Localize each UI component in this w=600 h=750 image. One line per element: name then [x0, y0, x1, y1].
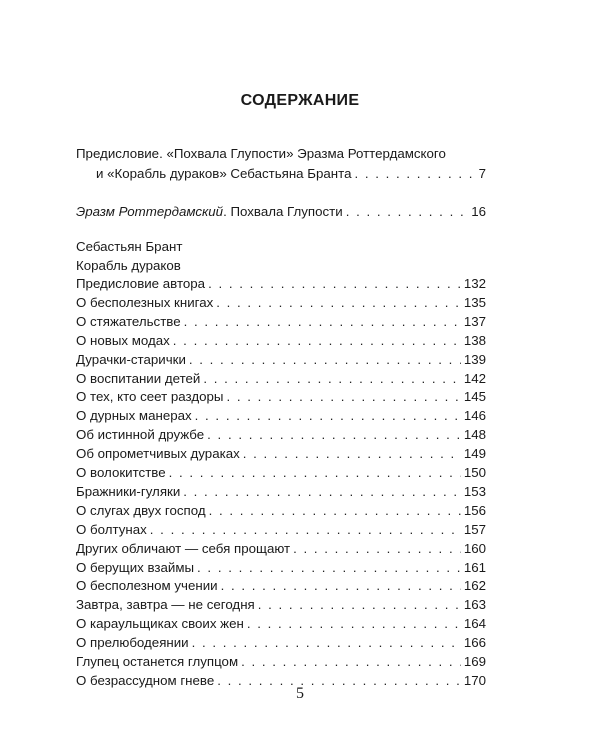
page-ref: 142: [463, 370, 486, 386]
dot-leader: [203, 370, 460, 388]
toc-entry[interactable]: [76, 540, 486, 558]
toc-entry[interactable]: [76, 332, 486, 350]
toc-entry[interactable]: [76, 445, 486, 463]
dot-leader: [354, 165, 475, 183]
dot-leader: [247, 615, 461, 633]
dot-leader: [184, 313, 461, 331]
brant-work-title: Корабль дураков: [76, 258, 181, 273]
entry-title: О новых модах: [76, 332, 170, 348]
preface-title-line2: и «Корабль дураков» Себастьяна Бранта: [96, 166, 352, 181]
erasmus-title: . Похвала Глупости: [223, 204, 343, 219]
entry-title: Глупец останется глупцом: [76, 654, 239, 669]
page-ref: 139: [463, 351, 486, 367]
dot-leader: [216, 294, 461, 312]
page-ref: 166: [463, 635, 486, 651]
dot-leader: [207, 426, 461, 444]
dot-leader: [226, 388, 460, 406]
page-ref: 156: [463, 502, 486, 518]
entry-title: Предисловие автора: [76, 276, 206, 291]
toc-entry[interactable]: [76, 426, 486, 444]
entry-title: О воспитании детей: [76, 370, 201, 386]
page-ref: 162: [463, 578, 486, 594]
entry-title: О стяжательстве: [76, 313, 181, 329]
dot-leader: [197, 559, 461, 577]
toc-entry[interactable]: [76, 275, 486, 293]
entry-title: О караульщиках своих жен: [76, 616, 244, 632]
entry-title: Дурачки-старички: [76, 351, 186, 367]
toc-entry[interactable]: [76, 388, 486, 406]
toc-entry[interactable]: [76, 370, 486, 388]
toc-entry[interactable]: [76, 502, 486, 520]
toc-entry[interactable]: [76, 351, 486, 369]
toc-entry[interactable]: [76, 577, 486, 595]
page-ref: 161: [463, 559, 486, 575]
toc-entry[interactable]: [76, 294, 486, 312]
page-ref: 160: [463, 540, 486, 556]
entry-title: Бражники-гуляки: [76, 483, 181, 499]
brant-author: Себастьян Брант: [76, 239, 183, 254]
page-ref: 16: [471, 204, 486, 219]
toc-entry[interactable]: [76, 407, 486, 425]
entry-title: О слугах двух господ: [76, 502, 206, 518]
dot-leader: [209, 502, 461, 520]
dot-leader: [243, 445, 461, 463]
page-number: 5: [296, 685, 304, 702]
toc-entry[interactable]: [76, 596, 486, 614]
preface-title-line1: Предисловие. «Похвала Глупости» Эразма Роттердамского: [76, 146, 446, 161]
page-ref: 146: [463, 408, 486, 424]
dot-leader: [293, 540, 461, 558]
entry-title: Других обличают — себя прощают: [76, 540, 291, 556]
page-ref: 137: [463, 313, 486, 329]
entry-title: О бесполезных книгах: [76, 294, 214, 310]
entry-title: О прелюбодеянии: [76, 635, 189, 651]
toc-entry[interactable]: [76, 615, 486, 633]
page-ref: 170: [463, 672, 486, 688]
toc-entry[interactable]: [76, 464, 486, 482]
dot-leader: [346, 203, 469, 221]
page-ref: 169: [463, 654, 486, 669]
dot-leader: [173, 332, 461, 350]
page-ref: 163: [463, 597, 486, 613]
entry-title: О бесполезном учении: [76, 578, 218, 594]
dot-leader: [150, 521, 461, 539]
toc-entry[interactable]: [76, 313, 486, 331]
page-ref: 7: [478, 166, 486, 181]
entry-title: Завтра, завтра — не сегодня: [76, 597, 255, 613]
dot-leader: [183, 483, 461, 501]
page-ref: 150: [463, 465, 486, 480]
page-ref: 153: [463, 483, 486, 499]
dot-leader: [221, 577, 461, 595]
dot-leader: [189, 351, 461, 369]
page-ref: 145: [463, 389, 486, 405]
entry-title: О болтунах: [76, 521, 147, 537]
erasmus-entry[interactable]: [76, 203, 486, 221]
page-ref: 164: [463, 616, 486, 632]
entry-title: Об истинной дружбе: [76, 427, 205, 443]
page-ref: 135: [463, 294, 486, 310]
entry-title: О безрассудном гневе: [76, 672, 215, 688]
dot-leader: [241, 653, 461, 671]
preface-entry[interactable]: [96, 165, 486, 183]
entry-title: Об опрометчивых дураках: [76, 446, 240, 462]
page-ref: 132: [463, 276, 486, 291]
entry-title: О волокитстве: [76, 465, 166, 480]
dot-leader: [258, 596, 461, 614]
entry-title: О тех, кто сеет раздоры: [76, 389, 224, 405]
page-title: СОДЕРЖАНИЕ: [240, 92, 360, 109]
entry-title: О дурных манерах: [76, 408, 192, 424]
dot-leader: [195, 407, 461, 425]
page-ref: 149: [463, 446, 486, 462]
dot-leader: [169, 464, 461, 482]
erasmus-author: Эразм Роттердамский: [76, 204, 224, 219]
toc-entry[interactable]: [76, 653, 486, 671]
toc-entry[interactable]: [76, 559, 486, 577]
page-ref: 138: [463, 332, 486, 348]
dot-leader: [192, 634, 461, 652]
entry-title: О берущих взаймы: [76, 559, 195, 575]
dot-leader: [208, 275, 461, 293]
page-ref: 157: [463, 521, 486, 537]
toc-entry[interactable]: [76, 634, 486, 652]
toc-entry[interactable]: [76, 521, 486, 539]
page-ref: 148: [463, 427, 486, 443]
toc-entry[interactable]: [76, 483, 486, 501]
